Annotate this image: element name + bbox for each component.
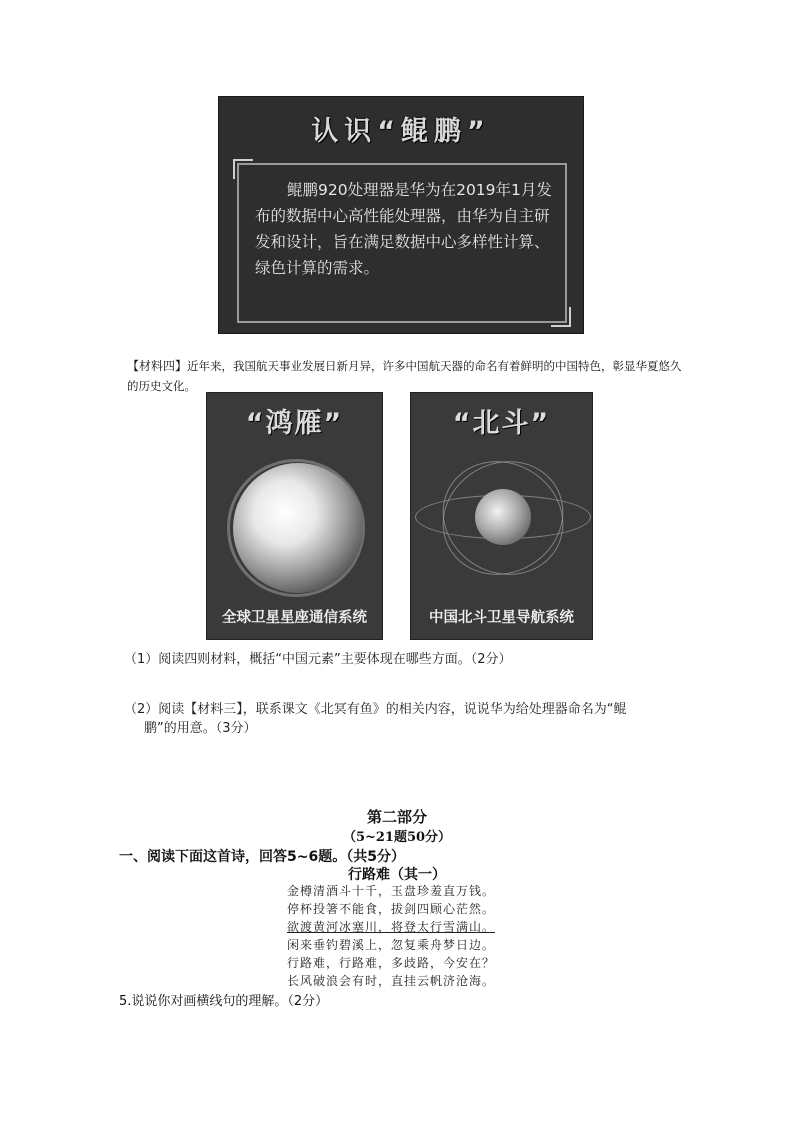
kunpeng-description [255, 177, 555, 281]
hongyan-poster-caption: 全球卫星星座通信系统 [222, 610, 367, 626]
beidou-poster-caption: 中国北斗卫星导航系统 [429, 610, 574, 626]
poem-title: 行路难（其一） [348, 867, 446, 883]
poem-line: 行路难，行路难，多歧路，今安在？ [287, 956, 496, 970]
hongyan-poster [206, 392, 383, 640]
earth-globe-graphic [233, 463, 363, 593]
poem-line: 金樽清酒斗十千，玉盘珍羞直万钱。 [287, 884, 496, 898]
hongyan-poster-title: “鸿雁” [245, 408, 344, 439]
earth-globe-graphic [475, 489, 531, 545]
part-two-title: 第二部分 [366, 808, 427, 826]
question-5: 5.说说你对画横线句的理解。（2分） [119, 994, 329, 1009]
poem-line: 长风破浪会有时，直挂云帆济沧海。 [287, 974, 496, 988]
beidou-poster-title: “北斗” [452, 408, 551, 439]
kunpeng-description-text: 鲲鹏920处理器是华为在2019年1月发布的数据中心高性能处理器，由华为自主研发和设计，旨在满足数据中心多样性计算、绿色计算的需求。 [255, 181, 552, 277]
material-four-text: 近年来，我国航天事业发展日新月异，许多中国航天器的命名有着鲜明的中国特色，彰显华夏悠久的历史文化。 [127, 359, 682, 393]
question-2-line-1: （2）阅读【材料三】，联系课文《北冥有鱼》的相关内容，说说华为给处理器命名为“鲲 [124, 702, 627, 717]
part-two-subtitle: （5~21题50分） [342, 830, 452, 845]
poem-body [287, 882, 495, 990]
question-1: （1）阅读四则材料，概括“中国元素”主要体现在哪些方面。（2分） [124, 652, 512, 667]
question-2 [124, 700, 684, 738]
poem-line-underlined: 欲渡黄河冰塞川，将登太行雪满山。 [287, 920, 496, 934]
kunpeng-figure-title: 认识“鲲鹏” [311, 116, 491, 147]
poem-line: 闲来垂钓碧溪上，忽复乘舟梦日边。 [287, 938, 496, 952]
section-one-heading: 一、阅读下面这首诗，回答5~6题。（共5分） [119, 849, 405, 865]
question-2-line-2: 鹏”的用意。（3分） [144, 721, 257, 736]
material-four-label: 【材料四】 [127, 359, 188, 373]
beidou-poster [410, 392, 593, 640]
kunpeng-figure [218, 96, 584, 334]
material-four-paragraph [127, 356, 687, 396]
poem-line: 停杯投箸不能食，拔剑四顾心茫然。 [287, 902, 496, 916]
